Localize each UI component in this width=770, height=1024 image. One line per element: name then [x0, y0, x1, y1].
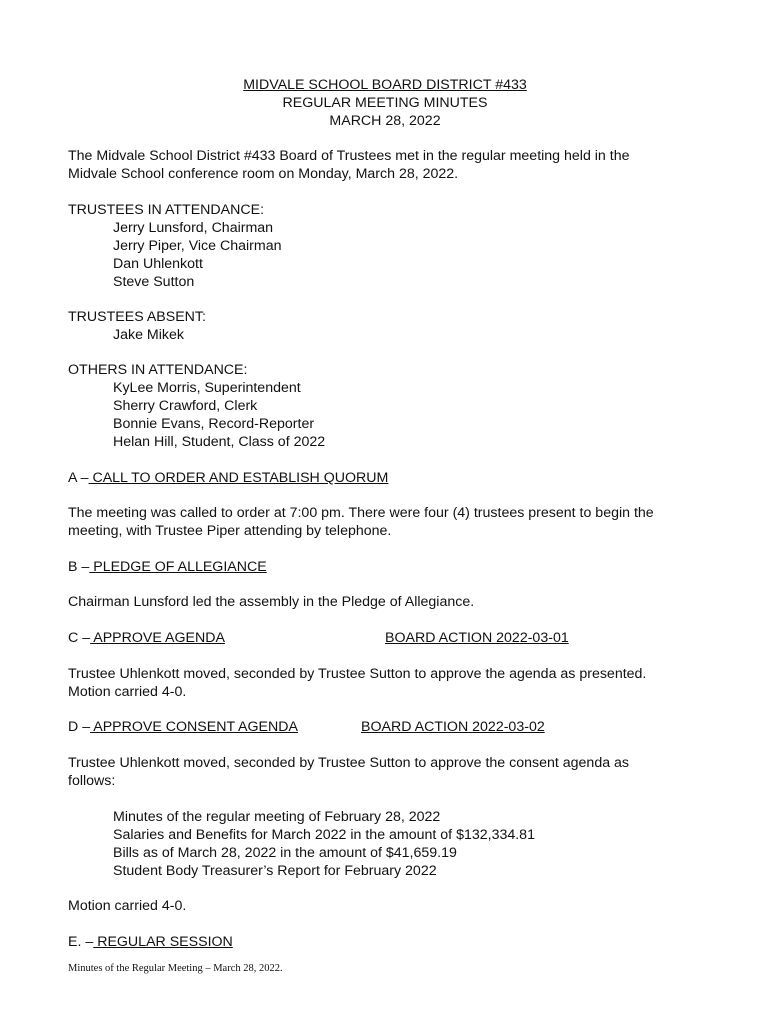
document-header — [0, 76, 770, 130]
meeting-date: MARCH 28, 2022 — [329, 113, 441, 129]
trustees-absent-heading: TRUSTEES ABSENT: — [68, 309, 206, 325]
section-c-body: Motion carried 4-0. — [68, 684, 187, 700]
section-e-heading — [68, 933, 233, 951]
section-title: APPROVE CONSENT AGENDA — [90, 719, 298, 735]
section-title: APPROVE AGENDA — [90, 630, 225, 646]
section-d-body: Trustee Uhlenkott moved, seconded by Trustee Sutton to approve the consent agenda as — [68, 755, 630, 771]
section-prefix: B – — [68, 559, 90, 575]
section-title: REGULAR SESSION — [93, 934, 233, 950]
intro-line: The Midvale School District #433 Board of Trustees met in the regular meeting held in the — [68, 148, 630, 164]
other-name: Bonnie Evans, Record-Reporter — [113, 416, 315, 432]
other-name: KyLee Morris, Superintendent — [113, 380, 301, 396]
section-prefix: C – — [68, 630, 91, 646]
other-name: Sherry Crawford, Clerk — [113, 398, 258, 414]
absent-name: Jake Mikek — [113, 327, 184, 343]
section-a-body: The meeting was called to order at 7:00 pm. There were four (4) trustees present to begin the — [68, 505, 654, 521]
consent-item: Student Body Treasurer’s Report for February 2022 — [113, 863, 437, 879]
section-title: CALL TO ORDER AND ESTABLISH QUORUM — [88, 470, 389, 486]
section-c-body: Trustee Uhlenkott moved, seconded by Trustee Sutton to approve the agenda as presented. — [68, 666, 647, 682]
district-title: MIDVALE SCHOOL BOARD DISTRICT #433 — [243, 77, 527, 93]
other-name: Helan Hill, Student, Class of 2022 — [113, 434, 326, 450]
section-d-heading — [68, 718, 298, 736]
section-a-heading — [68, 469, 388, 487]
consent-item: Bills as of March 28, 2022 in the amount of $41,659.19 — [113, 845, 457, 861]
intro-line: Midvale School conference room on Monday, March 28, 2022. — [68, 166, 459, 182]
consent-item: Minutes of the regular meeting of February 28, 2022 — [113, 809, 441, 825]
section-title: PLEDGE OF ALLEGIANCE — [89, 559, 267, 575]
consent-item: Salaries and Benefits for March 2022 in the amount of $132,334.81 — [113, 827, 535, 843]
section-prefix: E. – — [68, 934, 94, 950]
board-action-c: BOARD ACTION 2022-03-01 — [385, 630, 569, 646]
attendee-name: Jerry Lunsford, Chairman — [113, 220, 274, 236]
section-d-result: Motion carried 4-0. — [68, 898, 187, 914]
attendee-name: Jerry Piper, Vice Chairman — [113, 238, 282, 254]
section-a-body: meeting, with Trustee Piper attending by telephone. — [68, 523, 392, 539]
board-action-d: BOARD ACTION 2022-03-02 — [361, 719, 545, 735]
minutes-title: REGULAR MEETING MINUTES — [282, 95, 488, 111]
attendee-name: Dan Uhlenkott — [113, 256, 203, 272]
section-c-heading — [68, 629, 225, 647]
attendee-name: Steve Sutton — [113, 274, 195, 290]
page-footer: Minutes of the Regular Meeting – March 28, 2022. — [68, 963, 283, 974]
others-heading: OTHERS IN ATTENDANCE: — [68, 362, 248, 378]
section-b-body: Chairman Lunsford led the assembly in the Pledge of Allegiance. — [68, 594, 475, 610]
section-b-heading — [68, 558, 267, 576]
section-prefix: A – — [68, 470, 89, 486]
section-prefix: D – — [68, 719, 91, 735]
section-d-body: follows: — [68, 773, 116, 789]
trustees-attendance-heading: TRUSTEES IN ATTENDANCE: — [68, 202, 265, 218]
